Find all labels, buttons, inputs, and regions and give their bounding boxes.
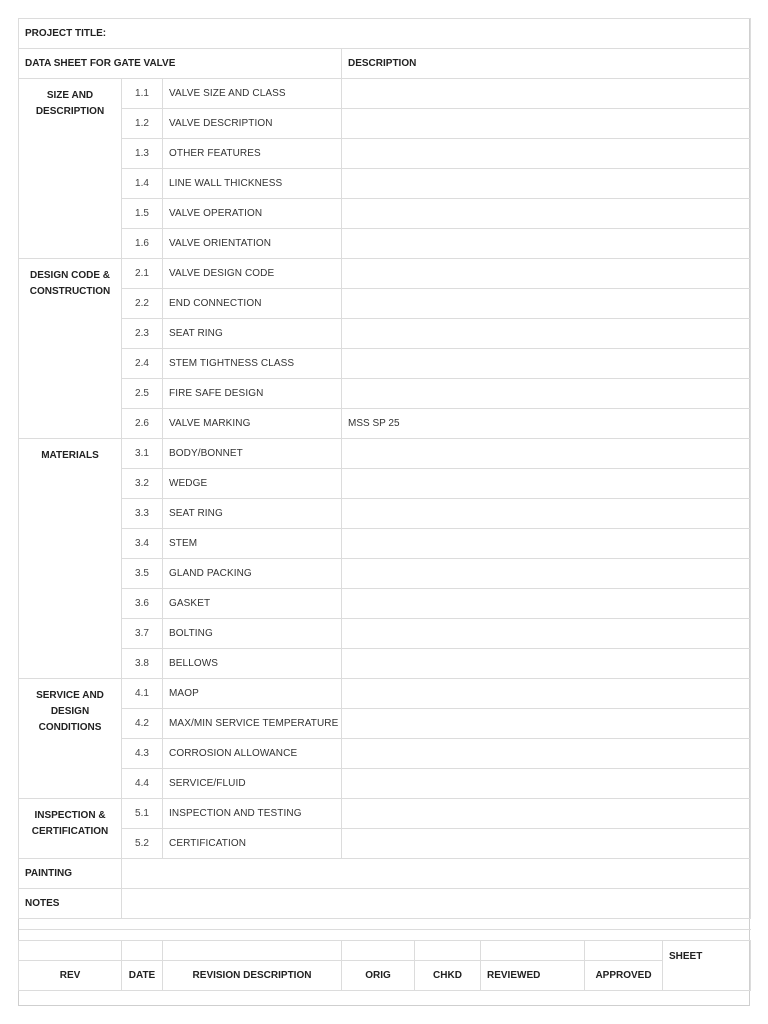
reviewed-header: REVIEWED <box>481 961 585 991</box>
item-description-cell[interactable] <box>342 229 751 259</box>
item-description-cell[interactable] <box>342 739 751 769</box>
reviewed-blank-cell[interactable] <box>481 941 585 961</box>
date-header: DATE <box>122 961 163 991</box>
item-number: 3.6 <box>122 589 163 619</box>
revision-description-header: REVISION DESCRIPTION <box>163 961 342 991</box>
item-label: SEAT RING <box>163 499 342 529</box>
item-description-cell[interactable] <box>342 259 751 289</box>
item-description-cell[interactable] <box>342 559 751 589</box>
item-number: 1.5 <box>122 199 163 229</box>
table-row <box>19 529 751 559</box>
section-title: SERVICE AND DESIGN CONDITIONS <box>19 679 122 799</box>
item-number: 3.4 <box>122 529 163 559</box>
project-title-row <box>19 19 751 49</box>
table-row <box>19 289 751 319</box>
chkd-header: CHKD <box>415 961 481 991</box>
section-title: INSPECTION & CERTIFICATION <box>19 799 122 859</box>
item-label: GASKET <box>163 589 342 619</box>
section-title: MATERIALS <box>19 439 122 679</box>
item-description-cell[interactable] <box>342 199 751 229</box>
date-blank-cell[interactable] <box>122 941 163 961</box>
item-description-cell[interactable] <box>342 439 751 469</box>
item-number: 1.2 <box>122 109 163 139</box>
item-number: 3.5 <box>122 559 163 589</box>
revision-description-blank-cell[interactable] <box>163 941 342 961</box>
item-number: 1.3 <box>122 139 163 169</box>
table-row <box>19 469 751 499</box>
item-number: 3.8 <box>122 649 163 679</box>
painting-label: PAINTING <box>19 859 122 889</box>
table-row <box>19 649 751 679</box>
rev-blank-cell[interactable] <box>19 941 122 961</box>
item-label: VALVE ORIENTATION <box>163 229 342 259</box>
item-number: 2.2 <box>122 289 163 319</box>
table-row <box>19 109 751 139</box>
revision-header-row <box>19 961 751 991</box>
item-label: FIRE SAFE DESIGN <box>163 379 342 409</box>
table-row <box>19 319 751 349</box>
table-row <box>19 559 751 589</box>
table-row <box>19 769 751 799</box>
description-column-header: DESCRIPTION <box>342 49 751 79</box>
table-row <box>19 499 751 529</box>
data-sheet-title: DATA SHEET FOR GATE VALVE <box>19 49 342 79</box>
item-description-cell[interactable] <box>342 529 751 559</box>
item-description-cell[interactable] <box>342 109 751 139</box>
approved-blank-cell[interactable] <box>585 941 663 961</box>
item-label: BOLTING <box>163 619 342 649</box>
item-number: 1.1 <box>122 79 163 109</box>
item-number: 2.4 <box>122 349 163 379</box>
item-label: MAOP <box>163 679 342 709</box>
item-description-cell[interactable] <box>342 319 751 349</box>
item-description-cell[interactable] <box>342 649 751 679</box>
item-description-cell[interactable] <box>342 769 751 799</box>
item-number: 2.6 <box>122 409 163 439</box>
table-row <box>19 799 751 829</box>
notes-label: NOTES <box>19 889 122 919</box>
item-label: CERTIFICATION <box>163 829 342 859</box>
gate-valve-data-sheet <box>18 18 751 930</box>
item-label: VALVE MARKING <box>163 409 342 439</box>
item-number: 4.2 <box>122 709 163 739</box>
item-label: BODY/BONNET <box>163 439 342 469</box>
orig-header: ORIG <box>342 961 415 991</box>
item-label: STEM TIGHTNESS CLASS <box>163 349 342 379</box>
item-label: INSPECTION AND TESTING <box>163 799 342 829</box>
chkd-blank-cell[interactable] <box>415 941 481 961</box>
table-row <box>19 79 751 109</box>
section-title: SIZE AND DESCRIPTION <box>19 79 122 259</box>
table-row <box>19 349 751 379</box>
item-description-cell[interactable] <box>342 829 751 859</box>
revision-blank-row <box>19 941 751 961</box>
item-description-cell[interactable] <box>342 799 751 829</box>
item-label: VALVE DESIGN CODE <box>163 259 342 289</box>
item-description-cell[interactable] <box>342 289 751 319</box>
item-number: 3.1 <box>122 439 163 469</box>
item-label: VALVE SIZE AND CLASS <box>163 79 342 109</box>
item-label: SERVICE/FLUID <box>163 769 342 799</box>
datasheet-header-row <box>19 49 751 79</box>
item-number: 2.1 <box>122 259 163 289</box>
spacer-row <box>19 919 751 930</box>
table-row <box>19 199 751 229</box>
item-number: 1.4 <box>122 169 163 199</box>
revision-block <box>18 940 751 991</box>
table-row <box>19 379 751 409</box>
item-label: GLAND PACKING <box>163 559 342 589</box>
item-number: 3.7 <box>122 619 163 649</box>
item-label: WEDGE <box>163 469 342 499</box>
item-label: VALVE DESCRIPTION <box>163 109 342 139</box>
orig-blank-cell[interactable] <box>342 941 415 961</box>
item-description-cell[interactable] <box>342 169 751 199</box>
item-description-cell[interactable] <box>342 499 751 529</box>
spacer-cell <box>19 919 751 930</box>
notes-value-cell[interactable] <box>122 889 751 919</box>
table-row <box>19 829 751 859</box>
table-row <box>19 439 751 469</box>
item-label: END CONNECTION <box>163 289 342 319</box>
table-row <box>19 409 751 439</box>
table-row <box>19 739 751 769</box>
table-row <box>19 589 751 619</box>
item-number: 5.2 <box>122 829 163 859</box>
item-label: BELLOWS <box>163 649 342 679</box>
item-description-cell[interactable] <box>342 139 751 169</box>
item-number: 4.3 <box>122 739 163 769</box>
item-label: VALVE OPERATION <box>163 199 342 229</box>
item-number: 5.1 <box>122 799 163 829</box>
item-label: OTHER FEATURES <box>163 139 342 169</box>
item-description-cell[interactable] <box>342 349 751 379</box>
item-number: 2.3 <box>122 319 163 349</box>
item-description-cell[interactable]: MSS SP 25 <box>342 409 751 439</box>
table-row <box>19 709 751 739</box>
painting-row <box>19 859 751 889</box>
table-row <box>19 259 751 289</box>
item-number: 2.5 <box>122 379 163 409</box>
item-description-cell[interactable] <box>342 619 751 649</box>
item-description-cell[interactable] <box>342 469 751 499</box>
painting-value-cell[interactable] <box>122 859 751 889</box>
table-row <box>19 139 751 169</box>
project-title-label: PROJECT TITLE: <box>19 19 751 49</box>
approved-header: APPROVED <box>585 961 663 991</box>
item-number: 3.3 <box>122 499 163 529</box>
item-label: MAX/MIN SERVICE TEMPERATURE <box>163 709 342 739</box>
item-label: CORROSION ALLOWANCE <box>163 739 342 769</box>
section-title: DESIGN CODE & CONSTRUCTION <box>19 259 122 439</box>
table-row <box>19 229 751 259</box>
item-description-cell[interactable] <box>342 589 751 619</box>
item-description-cell[interactable] <box>342 79 751 109</box>
item-label: SEAT RING <box>163 319 342 349</box>
item-number: 4.1 <box>122 679 163 709</box>
table-row <box>19 169 751 199</box>
item-description-cell[interactable] <box>342 379 751 409</box>
item-number: 4.4 <box>122 769 163 799</box>
item-number: 3.2 <box>122 469 163 499</box>
item-label: LINE WALL THICKNESS <box>163 169 342 199</box>
item-description-cell[interactable] <box>342 679 751 709</box>
rev-header: REV <box>19 961 122 991</box>
sheet-label: SHEET <box>663 941 751 991</box>
item-number: 1.6 <box>122 229 163 259</box>
notes-row <box>19 889 751 919</box>
table-row <box>19 679 751 709</box>
table-row <box>19 619 751 649</box>
item-label: STEM <box>163 529 342 559</box>
item-description-cell[interactable] <box>342 709 751 739</box>
